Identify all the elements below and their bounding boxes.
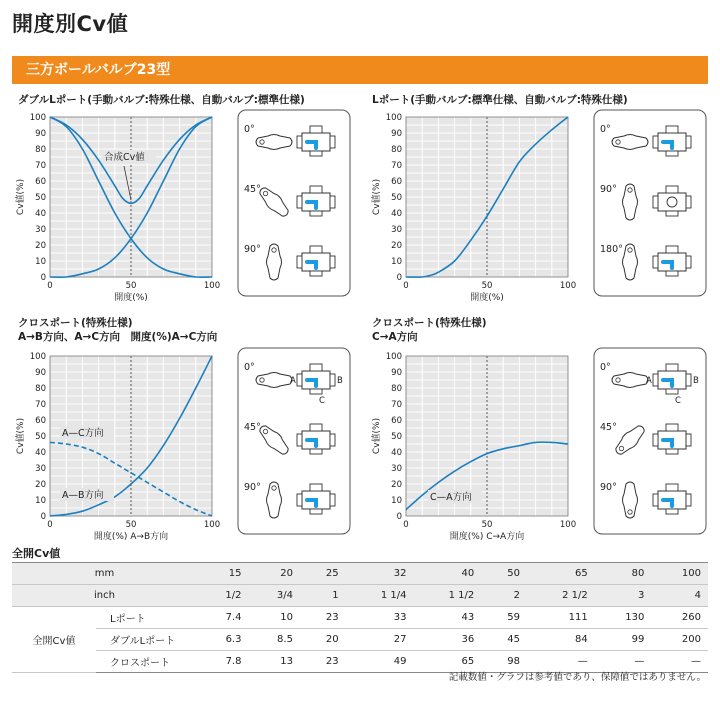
y-axis-label: Cv値(%) xyxy=(372,178,382,216)
y-tick-label: 50 xyxy=(35,193,46,203)
spec-cell: 200 xyxy=(651,629,708,651)
port-label: A xyxy=(290,376,296,386)
valve-port-bottom xyxy=(666,389,678,394)
valve-stem xyxy=(310,484,322,491)
annotation-label: A—C方向 xyxy=(62,428,104,439)
y-tick-label: 100 xyxy=(29,352,46,362)
state-angle-label: 45° xyxy=(600,422,617,433)
y-tick-label: 0 xyxy=(396,512,402,522)
valve-port-right xyxy=(686,434,691,446)
y-tick-label: 40 xyxy=(35,209,46,219)
page-title: 開度別Cv値 xyxy=(12,12,129,36)
y-tick-label: 20 xyxy=(35,241,46,251)
chart-title: ダブルLポート(手動バルブ:特殊仕様、自動バルブ:標準仕様) xyxy=(18,94,305,106)
valve-port-right xyxy=(686,256,691,268)
spec-cell: 7.8 xyxy=(197,651,248,673)
valve-port-left xyxy=(297,434,302,446)
spec-inch-label: inch xyxy=(12,585,197,607)
y-tick-label: 30 xyxy=(391,225,402,235)
spec-cell: 111 xyxy=(527,607,595,629)
handle-hole xyxy=(272,248,276,252)
y-tick-label: 50 xyxy=(391,432,402,442)
x-tick-label: 100 xyxy=(559,520,577,530)
state-angle-label: 0° xyxy=(600,124,611,135)
valve-port-right xyxy=(330,374,335,386)
valve-port-left xyxy=(653,434,658,446)
spec-cell: 3/4 xyxy=(248,585,299,607)
y-tick-label: 40 xyxy=(391,448,402,458)
y-tick-label: 100 xyxy=(385,352,402,362)
y-tick-label: 0 xyxy=(40,273,46,283)
y-tick-label: 90 xyxy=(35,129,46,139)
port-label: A xyxy=(646,376,652,386)
spec-cell: 45 xyxy=(481,629,527,651)
valve-stem xyxy=(666,186,678,193)
spec-cell: 65 xyxy=(413,651,481,673)
spec-inch-row xyxy=(12,585,708,607)
x-axis-label: 開度(%) xyxy=(114,293,148,303)
handle-hole xyxy=(628,510,632,514)
spec-mm-label: mm xyxy=(12,563,197,585)
spec-cell: 4 xyxy=(651,585,708,607)
spec-row-lport xyxy=(12,607,708,629)
handle-hole xyxy=(260,378,264,382)
valve-port-left xyxy=(653,196,658,208)
valve-port-bottom xyxy=(310,389,322,394)
y-tick-label: 0 xyxy=(40,512,46,522)
port-label: B xyxy=(693,376,699,386)
state-angle-label: 0° xyxy=(244,362,255,373)
spec-cell: 6.3 xyxy=(197,629,248,651)
valve-stem xyxy=(310,246,322,253)
y-tick-label: 100 xyxy=(29,113,46,123)
y-tick-label: 60 xyxy=(391,416,402,426)
valve-port-left xyxy=(653,136,658,148)
x-tick-label: 50 xyxy=(125,281,137,291)
valve-port-right xyxy=(686,136,691,148)
x-tick-label: 0 xyxy=(47,520,53,530)
spec-cell: 2 1/2 xyxy=(527,585,595,607)
valve-port-right xyxy=(330,256,335,268)
valve-port-left xyxy=(297,374,302,386)
y-tick-label: 10 xyxy=(35,257,46,267)
spec-mm-row xyxy=(12,563,708,585)
y-tick-label: 20 xyxy=(35,480,46,490)
valve-port-left xyxy=(653,494,658,506)
chart-title: クロスポート(特殊仕様) xyxy=(18,317,133,329)
spec-cell: 43 xyxy=(413,607,481,629)
port-label: B xyxy=(337,376,343,386)
valve-stem xyxy=(310,364,322,371)
y-tick-label: 100 xyxy=(385,113,402,123)
annotation-label: 合成Cv値 xyxy=(104,152,145,163)
spec-group-label: 全開Cv値 xyxy=(12,607,96,673)
spec-cell: 13 xyxy=(248,651,299,673)
valve-port-bottom xyxy=(310,509,322,514)
valve-port-bottom xyxy=(310,271,322,276)
spec-cell: 20 xyxy=(300,629,346,651)
y-tick-label: 10 xyxy=(35,496,46,506)
y-tick-label: 90 xyxy=(391,368,402,378)
x-axis-label: 開度(%) C→A方向 xyxy=(449,532,525,542)
valve-port-left xyxy=(297,494,302,506)
spec-cell: 50 xyxy=(481,563,527,585)
state-angle-label: 90° xyxy=(600,482,617,493)
valve-port-left xyxy=(297,136,302,148)
x-tick-label: 0 xyxy=(403,281,409,291)
valve-port-bottom xyxy=(310,151,322,156)
spec-cell: 33 xyxy=(346,607,414,629)
spec-cell: 98 xyxy=(481,651,527,673)
annotation-label: C—A方向 xyxy=(430,492,472,503)
spec-cell: 20 xyxy=(248,563,299,585)
spec-cell: 130 xyxy=(595,607,652,629)
spec-cell: 7.4 xyxy=(197,607,248,629)
port-label: C xyxy=(675,396,681,406)
valve-port-right xyxy=(330,434,335,446)
spec-cell: — xyxy=(527,651,595,673)
x-tick-label: 50 xyxy=(481,520,493,530)
x-axis-label: 開度(%) xyxy=(470,293,504,303)
valve-port-bottom xyxy=(310,211,322,216)
handle-hole xyxy=(616,140,620,144)
handle-hole xyxy=(272,486,276,490)
spec-cell: 10 xyxy=(248,607,299,629)
y-tick-label: 40 xyxy=(391,209,402,219)
y-tick-label: 80 xyxy=(391,145,402,155)
y-tick-label: 70 xyxy=(391,161,402,171)
state-angle-label: 90° xyxy=(244,244,261,255)
x-axis-label: 開度(%) A→B方向 xyxy=(93,532,169,542)
chart-subtitle: C→A方向 xyxy=(372,331,418,343)
y-axis-label: Cv値(%) xyxy=(16,178,26,216)
valve-stem xyxy=(310,186,322,193)
spec-cell: 1 1/4 xyxy=(346,585,414,607)
state-angle-label: 45° xyxy=(244,422,261,433)
chart-title: クロスポート(特殊仕様) xyxy=(372,317,487,329)
valve-port-left xyxy=(297,196,302,208)
spec-cell: 84 xyxy=(527,629,595,651)
state-angle-label: 180° xyxy=(600,244,623,255)
x-tick-label: 100 xyxy=(559,281,577,291)
valve-port-bottom xyxy=(666,449,678,454)
valve-port-right xyxy=(330,136,335,148)
y-tick-label: 70 xyxy=(35,161,46,171)
valve-port-right xyxy=(686,374,691,386)
x-tick-label: 0 xyxy=(403,520,409,530)
valve-stem xyxy=(310,424,322,431)
spec-cell: 100 xyxy=(651,563,708,585)
y-tick-label: 90 xyxy=(391,129,402,139)
x-tick-label: 100 xyxy=(203,281,221,291)
spec-cell: 32 xyxy=(346,563,414,585)
valve-port-right xyxy=(330,196,335,208)
y-tick-label: 10 xyxy=(391,496,402,506)
valve-stem xyxy=(666,126,678,133)
spec-cell: 23 xyxy=(300,651,346,673)
y-tick-label: 80 xyxy=(35,384,46,394)
valve-port-right xyxy=(686,494,691,506)
valve-port-bottom xyxy=(310,449,322,454)
spec-cell: 1/2 xyxy=(197,585,248,607)
chart-subtitle: A→B方向、A→C方向 開度(%)A→C方向 xyxy=(18,331,218,343)
spec-cell: 15 xyxy=(197,563,248,585)
valve-port-left xyxy=(297,256,302,268)
spec-cell: 260 xyxy=(651,607,708,629)
y-tick-label: 70 xyxy=(391,400,402,410)
y-tick-label: 0 xyxy=(396,273,402,283)
state-angle-label: 90° xyxy=(600,184,617,195)
spec-title: 全開Cv値 xyxy=(12,547,61,560)
x-tick-label: 0 xyxy=(47,281,53,291)
state-angle-label: 45° xyxy=(244,184,261,195)
spec-cell: 23 xyxy=(300,607,346,629)
y-tick-label: 10 xyxy=(391,257,402,267)
handle-hole xyxy=(628,248,632,252)
y-tick-label: 40 xyxy=(35,448,46,458)
x-tick-label: 100 xyxy=(203,520,221,530)
state-angle-label: 90° xyxy=(244,482,261,493)
valve-port-right xyxy=(330,494,335,506)
valve-port-bottom xyxy=(666,151,678,156)
spec-table xyxy=(12,562,708,673)
valve-stem xyxy=(666,364,678,371)
valve-stem xyxy=(666,484,678,491)
y-tick-label: 60 xyxy=(35,177,46,187)
spec-cell: 8.5 xyxy=(248,629,299,651)
spec-cell: 27 xyxy=(346,629,414,651)
spec-cell: 80 xyxy=(595,563,652,585)
disclaimer-note: 記載数値・グラフは参考値であり、保障値ではありません。 xyxy=(448,672,706,683)
y-axis-label: Cv値(%) xyxy=(372,417,382,455)
spec-cell: — xyxy=(651,651,708,673)
spec-cell: 36 xyxy=(413,629,481,651)
spec-cell: 2 xyxy=(481,585,527,607)
handle-hole xyxy=(628,188,632,192)
valve-stem xyxy=(310,126,322,133)
y-tick-label: 90 xyxy=(35,368,46,378)
y-tick-label: 80 xyxy=(391,384,402,394)
y-tick-label: 30 xyxy=(391,464,402,474)
spec-cell: 65 xyxy=(527,563,595,585)
valve-stem xyxy=(666,424,678,431)
valve-port-bottom xyxy=(666,509,678,514)
y-axis-label: Cv値(%) xyxy=(16,417,26,455)
y-tick-label: 30 xyxy=(35,464,46,474)
handle-hole xyxy=(616,378,620,382)
spec-cell: 3 xyxy=(595,585,652,607)
state-angle-label: 0° xyxy=(600,362,611,373)
x-tick-label: 50 xyxy=(125,520,137,530)
annotation-label: A—B方向 xyxy=(62,490,104,501)
y-tick-label: 50 xyxy=(35,432,46,442)
y-tick-label: 80 xyxy=(35,145,46,155)
valve-port-left xyxy=(653,256,658,268)
spec-cell: 1 1/2 xyxy=(413,585,481,607)
spec-cell: 40 xyxy=(413,563,481,585)
spec-row-label: ダブルLポート xyxy=(96,629,197,651)
valve-port-bottom xyxy=(666,211,678,216)
y-tick-label: 30 xyxy=(35,225,46,235)
state-angle-label: 0° xyxy=(244,124,255,135)
product-banner: 三方ボールバルブ23型 xyxy=(12,56,708,84)
spec-cell: 49 xyxy=(346,651,414,673)
spec-row-label: クロスポート xyxy=(96,651,197,673)
y-tick-label: 60 xyxy=(391,177,402,187)
spec-cell: 59 xyxy=(481,607,527,629)
spec-row-label: Lポート xyxy=(96,607,197,629)
valve-stem xyxy=(666,246,678,253)
spec-cell: — xyxy=(595,651,652,673)
x-tick-label: 50 xyxy=(481,281,493,291)
valve-port-left xyxy=(653,374,658,386)
y-tick-label: 20 xyxy=(391,241,402,251)
y-tick-label: 50 xyxy=(391,193,402,203)
valve-body-icon xyxy=(658,193,686,211)
port-label: C xyxy=(319,396,325,406)
y-tick-label: 70 xyxy=(35,400,46,410)
spec-row-double-lport xyxy=(12,629,708,651)
spec-cell: 99 xyxy=(595,629,652,651)
y-tick-label: 20 xyxy=(391,480,402,490)
chart-title: Lポート(手動バルブ:標準仕様、自動バルブ:特殊仕様) xyxy=(372,94,628,106)
handle-hole xyxy=(260,140,264,144)
valve-port-bottom xyxy=(666,271,678,276)
spec-cell: 25 xyxy=(300,563,346,585)
spec-cell: 1 xyxy=(300,585,346,607)
valve-port-right xyxy=(686,196,691,208)
y-tick-label: 60 xyxy=(35,416,46,426)
